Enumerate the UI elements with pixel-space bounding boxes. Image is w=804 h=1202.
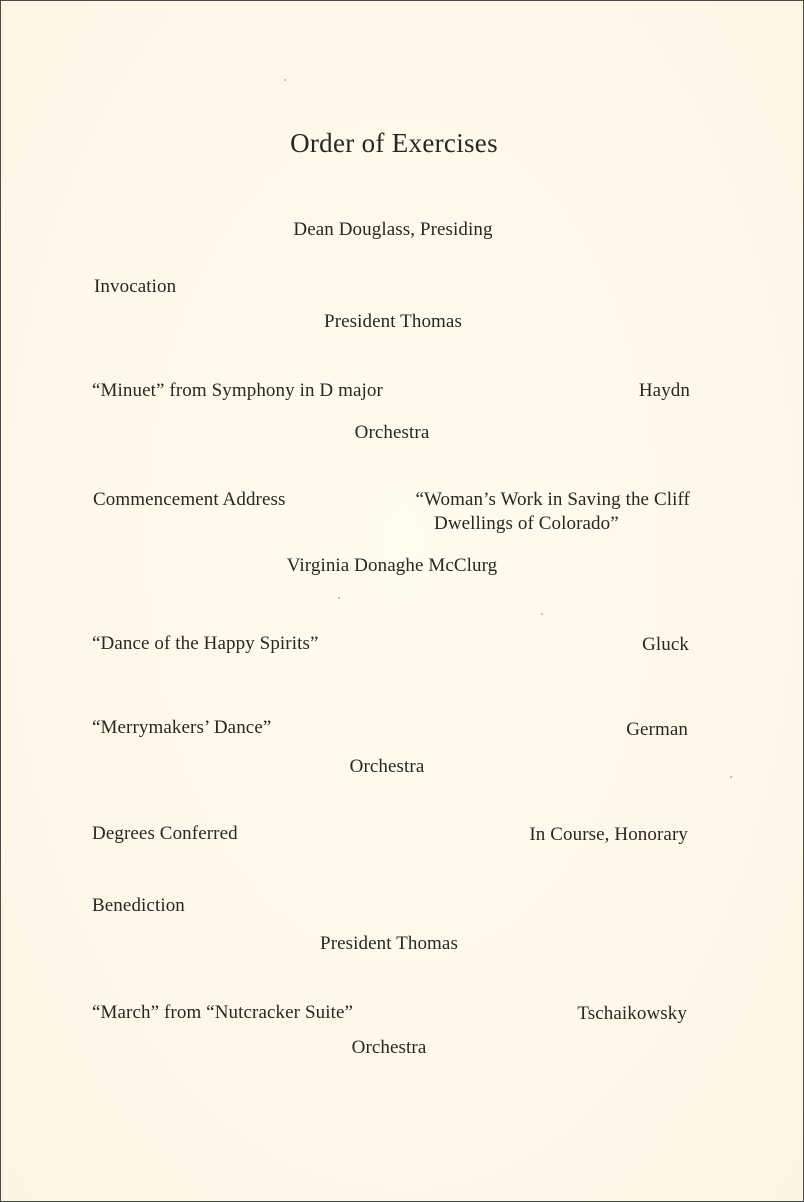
composer-haydn: Haydn bbox=[638, 380, 690, 401]
program-item-merrymakers-dance: “Merrymakers’ Dance” bbox=[92, 717, 272, 738]
program-item-commencement-address: Commencement Address bbox=[93, 489, 286, 510]
program-item-minuet: “Minuet” from Symphony in D major bbox=[92, 380, 383, 401]
performer-invocation: President Thomas bbox=[324, 311, 462, 332]
degrees-detail: In Course, Honorary bbox=[529, 824, 688, 845]
composer-gluck: Gluck bbox=[642, 634, 689, 655]
paper-speck bbox=[284, 79, 286, 81]
page-title: Order of Exercises bbox=[290, 128, 498, 158]
paper-speck bbox=[338, 597, 340, 599]
program-item-happy-spirits: “Dance of the Happy Spirits” bbox=[92, 633, 319, 654]
program-item-degrees-conferred: Degrees Conferred bbox=[92, 823, 238, 844]
paper-speck bbox=[730, 776, 732, 778]
performer-benediction: President Thomas bbox=[320, 933, 458, 954]
performer-march: Orchestra bbox=[351, 1037, 427, 1058]
program-item-benediction: Benediction bbox=[92, 895, 185, 916]
address-subject-line-2: Dwellings of Colorado” bbox=[434, 513, 619, 534]
performer-minuet: Orchestra bbox=[354, 422, 430, 443]
program-item-march: “March” from “Nutcracker Suite” bbox=[92, 1002, 354, 1023]
composer-tschaikowsky: Tschaikowsky bbox=[577, 1003, 687, 1024]
address-subject-line-1: “Woman’s Work in Saving the Cliff bbox=[415, 489, 690, 510]
speaker-name: Virginia Donaghe McClurg bbox=[286, 555, 498, 576]
program-item-invocation: Invocation bbox=[94, 276, 177, 297]
performer-merrymakers: Orchestra bbox=[349, 756, 425, 777]
composer-german: German bbox=[626, 719, 688, 740]
presiding-line: Dean Douglass, Presiding bbox=[293, 219, 493, 240]
paper-speck bbox=[541, 613, 543, 615]
